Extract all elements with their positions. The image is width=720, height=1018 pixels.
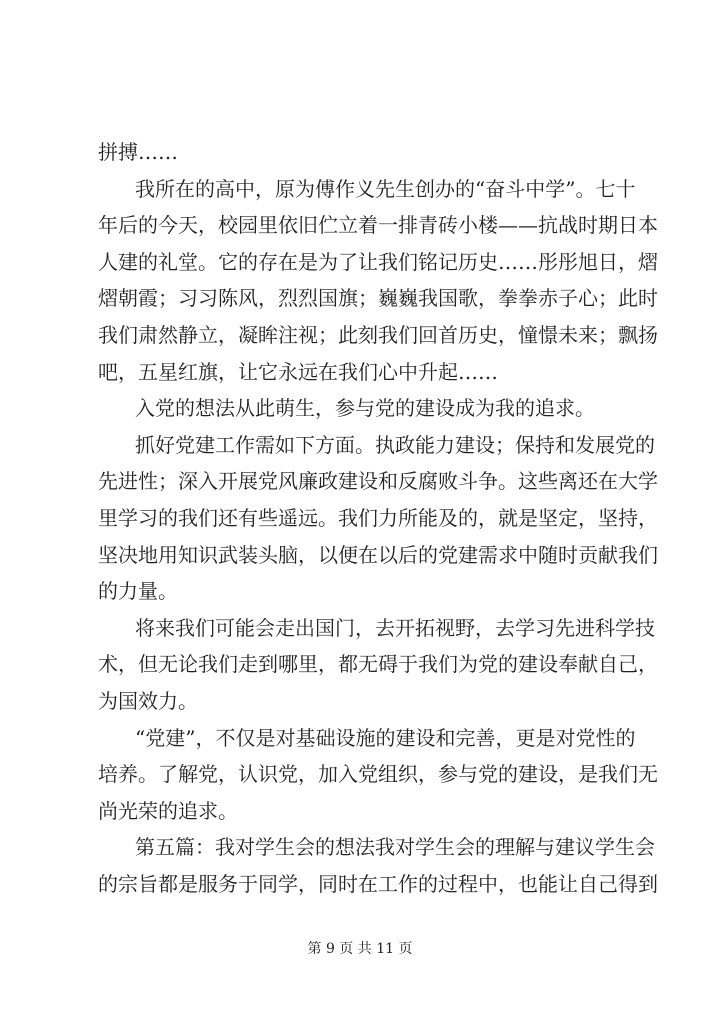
text-line: 里学习的我们还有些遥远。我们力所能及的，就是坚定，坚持， xyxy=(98,505,658,530)
text-line: 入党的想法从此萌生，参与党的建设成为我的追求。 xyxy=(135,396,595,421)
text-line: 拼搏…… xyxy=(98,140,178,164)
page-footer: 第 9 页 共 11 页 xyxy=(307,941,413,957)
text-line: 的宗旨都是服务于同学，同时在工作的过程中，也能让自己得到 xyxy=(98,871,658,896)
text-line: 为国效力。 xyxy=(98,688,198,713)
text-line: 吧，五星红旗，让它永远在我们心中升起…… xyxy=(98,359,498,384)
text-line: 熠朝霞；习习陈风，烈烈国旗；巍巍我国歌，拳拳赤子心；此时 xyxy=(98,286,658,311)
text-line: 抓好党建工作需如下方面。执政能力建设；保持和发展党的 xyxy=(135,432,655,457)
text-line: 将来我们可能会走出国门，去开拓视野，去学习先进科学技 xyxy=(135,615,655,640)
text-line: 年后的今天，校园里依旧伫立着一排青砖小楼——抗战时期日本 xyxy=(98,213,658,238)
text-line: 尚光荣的追求。 xyxy=(98,798,238,823)
text-line: 坚决地用知识武装头脑，以便在以后的党建需求中随时贡献我们 xyxy=(98,542,658,567)
text-line: 的力量。 xyxy=(98,579,178,604)
text-line: 我们肃然静立，凝眸注视；此刻我们回首历史，憧憬未来；飘扬 xyxy=(98,322,658,347)
text-line: 术，但无论我们走到哪里，都无碍于我们为党的建设奉献自己， xyxy=(98,652,658,677)
text-line: “党建”，不仅是对基础设施的建设和完善，更是对党性的 xyxy=(135,725,636,750)
text-line: 先进性；深入开展党风廉政建设和反腐败斗争。这些离还在大学 xyxy=(98,469,658,494)
text-line: 第五篇：我对学生会的想法我对学生会的理解与建议学生会 xyxy=(135,835,655,860)
document-body xyxy=(98,134,658,902)
text-line: 人建的礼堂。它的存在是为了让我们铭记历史……彤彤旭日，熠 xyxy=(98,249,658,274)
text-line: 培养。了解党，认识党，加入党组织，参与党的建设，是我们无 xyxy=(98,762,658,787)
text-line: 我所在的高中，原为傅作义先生创办的“奋斗中学”。七十 xyxy=(135,176,636,201)
